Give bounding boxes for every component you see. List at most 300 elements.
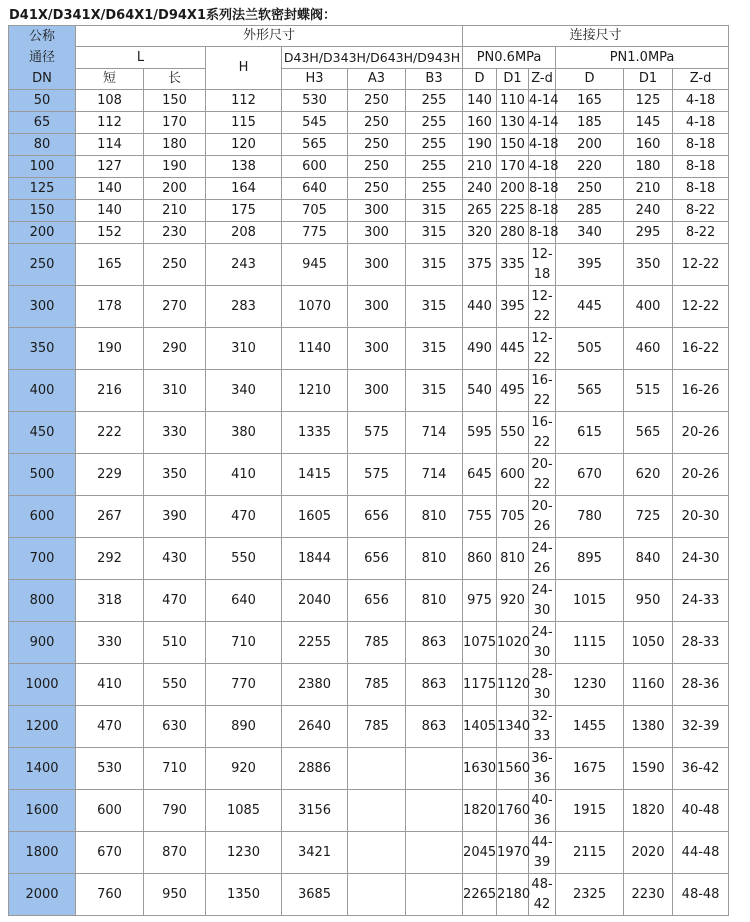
cell-zd2: 8-18 (673, 178, 729, 200)
zd-part: 28- (531, 666, 553, 682)
cell-d1: 1760 (497, 790, 529, 832)
cell-zd2: 28-36 (673, 664, 729, 706)
cell-h3: 545 (282, 112, 348, 134)
zd-part: 33 (533, 728, 551, 744)
cell-d2: 1455 (556, 706, 624, 748)
zd-part: 26 (533, 518, 551, 534)
D1-pn10-header: D1 (624, 69, 673, 90)
cell-b3: 863 (406, 706, 463, 748)
table-row (9, 874, 729, 916)
cell-zd (529, 832, 556, 874)
cell-h: 920 (206, 748, 282, 790)
cell-d: 1630 (463, 748, 497, 790)
cell-d: 540 (463, 370, 497, 412)
cell-zd2: 8-22 (673, 200, 729, 222)
cell-h: 1230 (206, 832, 282, 874)
L-header: L (76, 47, 206, 69)
cell-h3: 945 (282, 244, 348, 286)
cell-d1: 335 (497, 244, 529, 286)
cell-d: 975 (463, 580, 497, 622)
cell-ls: 152 (76, 222, 144, 244)
cell-d1: 550 (497, 412, 529, 454)
cell-d12: 295 (624, 222, 673, 244)
cell-d: 755 (463, 496, 497, 538)
cell-d2: 185 (556, 112, 624, 134)
cell-d: 2045 (463, 832, 497, 874)
D1-header: D1 (497, 69, 529, 90)
cell-ls: 318 (76, 580, 144, 622)
cell-h3: 3685 (282, 874, 348, 916)
cell-a3: 656 (348, 496, 406, 538)
cell-h3: 565 (282, 134, 348, 156)
cell-a3: 250 (348, 112, 406, 134)
cell-d: 860 (463, 538, 497, 580)
cell-d: 320 (463, 222, 497, 244)
cell-ll: 210 (144, 200, 206, 222)
table-row (9, 178, 729, 200)
table-row (9, 538, 729, 580)
cell-d2: 670 (556, 454, 624, 496)
cell-ls: 108 (76, 90, 144, 112)
table-row (9, 156, 729, 178)
cell-d12: 840 (624, 538, 673, 580)
cell-zd (529, 664, 556, 706)
zd-part: 22 (533, 350, 551, 366)
cell-a3: 250 (348, 156, 406, 178)
dn-label-3: DN (32, 71, 52, 86)
short-header: 短 (76, 69, 144, 90)
cell-dn: 65 (9, 112, 76, 134)
table-row (9, 90, 729, 112)
table-row (9, 580, 729, 622)
cell-zd (529, 706, 556, 748)
zd-part: 42 (533, 896, 551, 912)
zd-part: 20- (531, 498, 553, 514)
cell-zd (529, 328, 556, 370)
zd-part: 24- (531, 582, 553, 598)
cell-zd2: 4-18 (673, 112, 729, 134)
cell-zd (529, 748, 556, 790)
cell-dn: 350 (9, 328, 76, 370)
cell-zd2: 20-26 (673, 412, 729, 454)
cell-d2: 565 (556, 370, 624, 412)
cell-a3: 250 (348, 178, 406, 200)
table-row (9, 790, 729, 832)
cell-d1: 130 (497, 112, 529, 134)
cell-ll: 630 (144, 706, 206, 748)
cell-ls: 330 (76, 622, 144, 664)
cell-a3: 300 (348, 370, 406, 412)
cell-b3: 714 (406, 454, 463, 496)
cell-d: 595 (463, 412, 497, 454)
cell-d2: 1675 (556, 748, 624, 790)
cell-zd (529, 874, 556, 916)
cell-d2: 505 (556, 328, 624, 370)
table-row (9, 496, 729, 538)
cell-h: 1085 (206, 790, 282, 832)
zd-part: 36- (531, 750, 553, 766)
D-pn10-header: D (556, 69, 624, 90)
cell-d2: 780 (556, 496, 624, 538)
zd-part: 18 (533, 266, 551, 282)
zd-part: 24- (531, 540, 553, 556)
cell-h3: 775 (282, 222, 348, 244)
zd-part: 22 (533, 308, 551, 324)
zd-part: 24- (531, 624, 553, 640)
cell-dn: 500 (9, 454, 76, 496)
zd-part: 36 (533, 812, 551, 828)
cell-dn: 800 (9, 580, 76, 622)
cell-d1: 1020 (497, 622, 529, 664)
cell-d: 265 (463, 200, 497, 222)
cell-h3: 1415 (282, 454, 348, 496)
table-row (9, 664, 729, 706)
cell-ls: 410 (76, 664, 144, 706)
zd-part: 16- (531, 414, 553, 430)
cell-h: 138 (206, 156, 282, 178)
cell-b3: 315 (406, 286, 463, 328)
cell-zd (529, 412, 556, 454)
cell-b3: 315 (406, 328, 463, 370)
cell-dn: 300 (9, 286, 76, 328)
cell-h: 550 (206, 538, 282, 580)
cell-ll: 710 (144, 748, 206, 790)
cell-a3: 300 (348, 200, 406, 222)
cell-h: 380 (206, 412, 282, 454)
model-group-header: D43H/D343H/D643H/D943H (282, 47, 463, 69)
cell-d2: 1015 (556, 580, 624, 622)
cell-h3: 2255 (282, 622, 348, 664)
table-row (9, 112, 729, 134)
cell-a3 (348, 832, 406, 874)
cell-a3: 785 (348, 706, 406, 748)
cell-h3: 2886 (282, 748, 348, 790)
cell-zd2: 16-22 (673, 328, 729, 370)
valve-dimension-table (8, 25, 729, 916)
cell-b3 (406, 748, 463, 790)
cell-dn: 100 (9, 156, 76, 178)
cell-b3: 315 (406, 370, 463, 412)
cell-ls: 140 (76, 178, 144, 200)
cell-b3: 315 (406, 200, 463, 222)
cell-d12: 350 (624, 244, 673, 286)
cell-a3: 575 (348, 412, 406, 454)
cell-zd2: 16-26 (673, 370, 729, 412)
cell-ls: 292 (76, 538, 144, 580)
cell-dn: 80 (9, 134, 76, 156)
cell-h: 340 (206, 370, 282, 412)
table-row (9, 706, 729, 748)
zd-part: 40- (531, 792, 553, 808)
cell-d1: 170 (497, 156, 529, 178)
cell-zd: 4-14 (529, 112, 556, 134)
H-header: H (206, 47, 282, 90)
cell-ls: 140 (76, 200, 144, 222)
table-row (9, 222, 729, 244)
connect-dim-header: 连接尺寸 (463, 26, 729, 47)
cell-h: 120 (206, 134, 282, 156)
cell-b3: 255 (406, 134, 463, 156)
cell-d: 160 (463, 112, 497, 134)
table-title: D41X/D341X/D64X1/D94X1系列法兰软密封蝶阀： (9, 8, 336, 23)
cell-dn: 200 (9, 222, 76, 244)
Zd10-header: Z-d (673, 69, 729, 90)
cell-ll: 190 (144, 156, 206, 178)
cell-ll: 950 (144, 874, 206, 916)
cell-b3 (406, 790, 463, 832)
cell-ll: 250 (144, 244, 206, 286)
cell-h: 208 (206, 222, 282, 244)
cell-h3: 1605 (282, 496, 348, 538)
cell-d2: 1230 (556, 664, 624, 706)
cell-zd2: 24-30 (673, 538, 729, 580)
cell-a3: 300 (348, 244, 406, 286)
cell-ll: 550 (144, 664, 206, 706)
cell-d: 2265 (463, 874, 497, 916)
cell-ls: 190 (76, 328, 144, 370)
cell-d1: 150 (497, 134, 529, 156)
cell-b3 (406, 832, 463, 874)
cell-b3: 255 (406, 90, 463, 112)
cell-d1: 1340 (497, 706, 529, 748)
cell-h: 310 (206, 328, 282, 370)
cell-d2: 2115 (556, 832, 624, 874)
cell-ls: 165 (76, 244, 144, 286)
cell-d: 440 (463, 286, 497, 328)
cell-zd2: 20-26 (673, 454, 729, 496)
cell-d12: 1590 (624, 748, 673, 790)
cell-d1: 1970 (497, 832, 529, 874)
zd-part: 30 (533, 602, 551, 618)
cell-dn: 250 (9, 244, 76, 286)
cell-b3: 810 (406, 538, 463, 580)
cell-d12: 725 (624, 496, 673, 538)
cell-ll: 230 (144, 222, 206, 244)
cell-h3: 2640 (282, 706, 348, 748)
zd-part: 30 (533, 686, 551, 702)
table-row (9, 454, 729, 496)
cell-b3: 255 (406, 112, 463, 134)
cell-zd2: 28-33 (673, 622, 729, 664)
cell-ls: 178 (76, 286, 144, 328)
A3-header: A3 (348, 69, 406, 90)
cell-d: 1820 (463, 790, 497, 832)
cell-d12: 180 (624, 156, 673, 178)
cell-dn: 50 (9, 90, 76, 112)
cell-zd (529, 538, 556, 580)
table-row (9, 748, 729, 790)
cell-d1: 1560 (497, 748, 529, 790)
cell-ll: 470 (144, 580, 206, 622)
zd-part: 39 (533, 854, 551, 870)
table-row (9, 412, 729, 454)
cell-d12: 2230 (624, 874, 673, 916)
B3-header: B3 (406, 69, 463, 90)
cell-d1: 225 (497, 200, 529, 222)
cell-zd (529, 622, 556, 664)
cell-zd2: 36-42 (673, 748, 729, 790)
cell-d1: 600 (497, 454, 529, 496)
cell-b3: 810 (406, 496, 463, 538)
cell-d12: 240 (624, 200, 673, 222)
cell-ls: 670 (76, 832, 144, 874)
cell-ll: 430 (144, 538, 206, 580)
cell-h3: 1335 (282, 412, 348, 454)
cell-d: 1405 (463, 706, 497, 748)
cell-d: 210 (463, 156, 497, 178)
cell-d1: 705 (497, 496, 529, 538)
cell-zd (529, 286, 556, 328)
table-row (9, 134, 729, 156)
cell-h: 112 (206, 90, 282, 112)
cell-d: 1075 (463, 622, 497, 664)
cell-d1: 445 (497, 328, 529, 370)
cell-d12: 1380 (624, 706, 673, 748)
cell-d2: 1915 (556, 790, 624, 832)
cell-d2: 285 (556, 200, 624, 222)
cell-zd (529, 454, 556, 496)
Zd06-header: Z-d (529, 69, 556, 90)
cell-a3 (348, 874, 406, 916)
zd-part: 12- (531, 330, 553, 346)
zd-part: 36 (533, 770, 551, 786)
table-row (9, 370, 729, 412)
cell-d12: 210 (624, 178, 673, 200)
cell-ll: 330 (144, 412, 206, 454)
cell-ll: 200 (144, 178, 206, 200)
cell-dn: 150 (9, 200, 76, 222)
cell-ll: 790 (144, 790, 206, 832)
cell-zd2: 8-18 (673, 156, 729, 178)
cell-b3: 714 (406, 412, 463, 454)
cell-ll: 180 (144, 134, 206, 156)
cell-ll: 270 (144, 286, 206, 328)
cell-a3: 575 (348, 454, 406, 496)
cell-h3: 530 (282, 90, 348, 112)
cell-zd (529, 244, 556, 286)
cell-d1: 810 (497, 538, 529, 580)
cell-h3: 705 (282, 200, 348, 222)
cell-ll: 150 (144, 90, 206, 112)
cell-ll: 870 (144, 832, 206, 874)
cell-d12: 2020 (624, 832, 673, 874)
cell-d: 240 (463, 178, 497, 200)
cell-zd: 4-18 (529, 134, 556, 156)
cell-d2: 200 (556, 134, 624, 156)
cell-d2: 445 (556, 286, 624, 328)
cell-h: 115 (206, 112, 282, 134)
cell-h3: 2040 (282, 580, 348, 622)
cell-h: 175 (206, 200, 282, 222)
cell-h3: 2380 (282, 664, 348, 706)
cell-d12: 565 (624, 412, 673, 454)
cell-dn: 125 (9, 178, 76, 200)
cell-h: 770 (206, 664, 282, 706)
table-row (9, 328, 729, 370)
cell-a3: 300 (348, 286, 406, 328)
cell-ls: 127 (76, 156, 144, 178)
dn-header (9, 26, 76, 90)
cell-b3: 810 (406, 580, 463, 622)
cell-d: 190 (463, 134, 497, 156)
cell-d1: 1120 (497, 664, 529, 706)
table-row (9, 244, 729, 286)
cell-d2: 2325 (556, 874, 624, 916)
zd-part: 20- (531, 456, 553, 472)
cell-zd2: 40-48 (673, 790, 729, 832)
cell-d12: 950 (624, 580, 673, 622)
outer-dim-header: 外形尺寸 (76, 26, 463, 47)
cell-a3: 250 (348, 90, 406, 112)
cell-h3: 600 (282, 156, 348, 178)
cell-ll: 170 (144, 112, 206, 134)
cell-h: 640 (206, 580, 282, 622)
zd-part: 12- (531, 288, 553, 304)
cell-a3: 656 (348, 538, 406, 580)
cell-d2: 340 (556, 222, 624, 244)
cell-zd (529, 790, 556, 832)
cell-zd2: 4-18 (673, 90, 729, 112)
cell-h: 890 (206, 706, 282, 748)
cell-ls: 600 (76, 790, 144, 832)
cell-ls: 267 (76, 496, 144, 538)
dn-label-1: 公称 (28, 29, 55, 44)
cell-d1: 920 (497, 580, 529, 622)
cell-h: 1350 (206, 874, 282, 916)
cell-zd: 8-18 (529, 222, 556, 244)
cell-dn: 400 (9, 370, 76, 412)
table-row (9, 622, 729, 664)
cell-d1: 280 (497, 222, 529, 244)
cell-a3: 785 (348, 622, 406, 664)
zd-part: 16- (531, 372, 553, 388)
cell-h: 164 (206, 178, 282, 200)
cell-d2: 395 (556, 244, 624, 286)
zd-part: 32- (531, 708, 553, 724)
cell-zd2: 12-22 (673, 244, 729, 286)
zd-part: 30 (533, 644, 551, 660)
cell-ls: 216 (76, 370, 144, 412)
zd-part: 22 (533, 392, 551, 408)
cell-zd2: 44-48 (673, 832, 729, 874)
cell-ls: 470 (76, 706, 144, 748)
cell-zd2: 20-30 (673, 496, 729, 538)
cell-dn: 700 (9, 538, 76, 580)
cell-d12: 160 (624, 134, 673, 156)
cell-d2: 220 (556, 156, 624, 178)
cell-d2: 165 (556, 90, 624, 112)
table-row (9, 286, 729, 328)
cell-a3: 300 (348, 222, 406, 244)
cell-d: 140 (463, 90, 497, 112)
long-header: 长 (144, 69, 206, 90)
cell-d12: 1820 (624, 790, 673, 832)
cell-dn: 1800 (9, 832, 76, 874)
cell-h3: 1210 (282, 370, 348, 412)
cell-zd: 4-18 (529, 156, 556, 178)
cell-h3: 3156 (282, 790, 348, 832)
pn10-header: PN1.0MPa (556, 47, 729, 69)
cell-h3: 1844 (282, 538, 348, 580)
cell-ls: 222 (76, 412, 144, 454)
cell-b3: 863 (406, 664, 463, 706)
cell-d2: 615 (556, 412, 624, 454)
cell-d12: 1050 (624, 622, 673, 664)
cell-d1: 110 (497, 90, 529, 112)
cell-d12: 1160 (624, 664, 673, 706)
zd-part: 44- (531, 834, 553, 850)
cell-d1: 395 (497, 286, 529, 328)
